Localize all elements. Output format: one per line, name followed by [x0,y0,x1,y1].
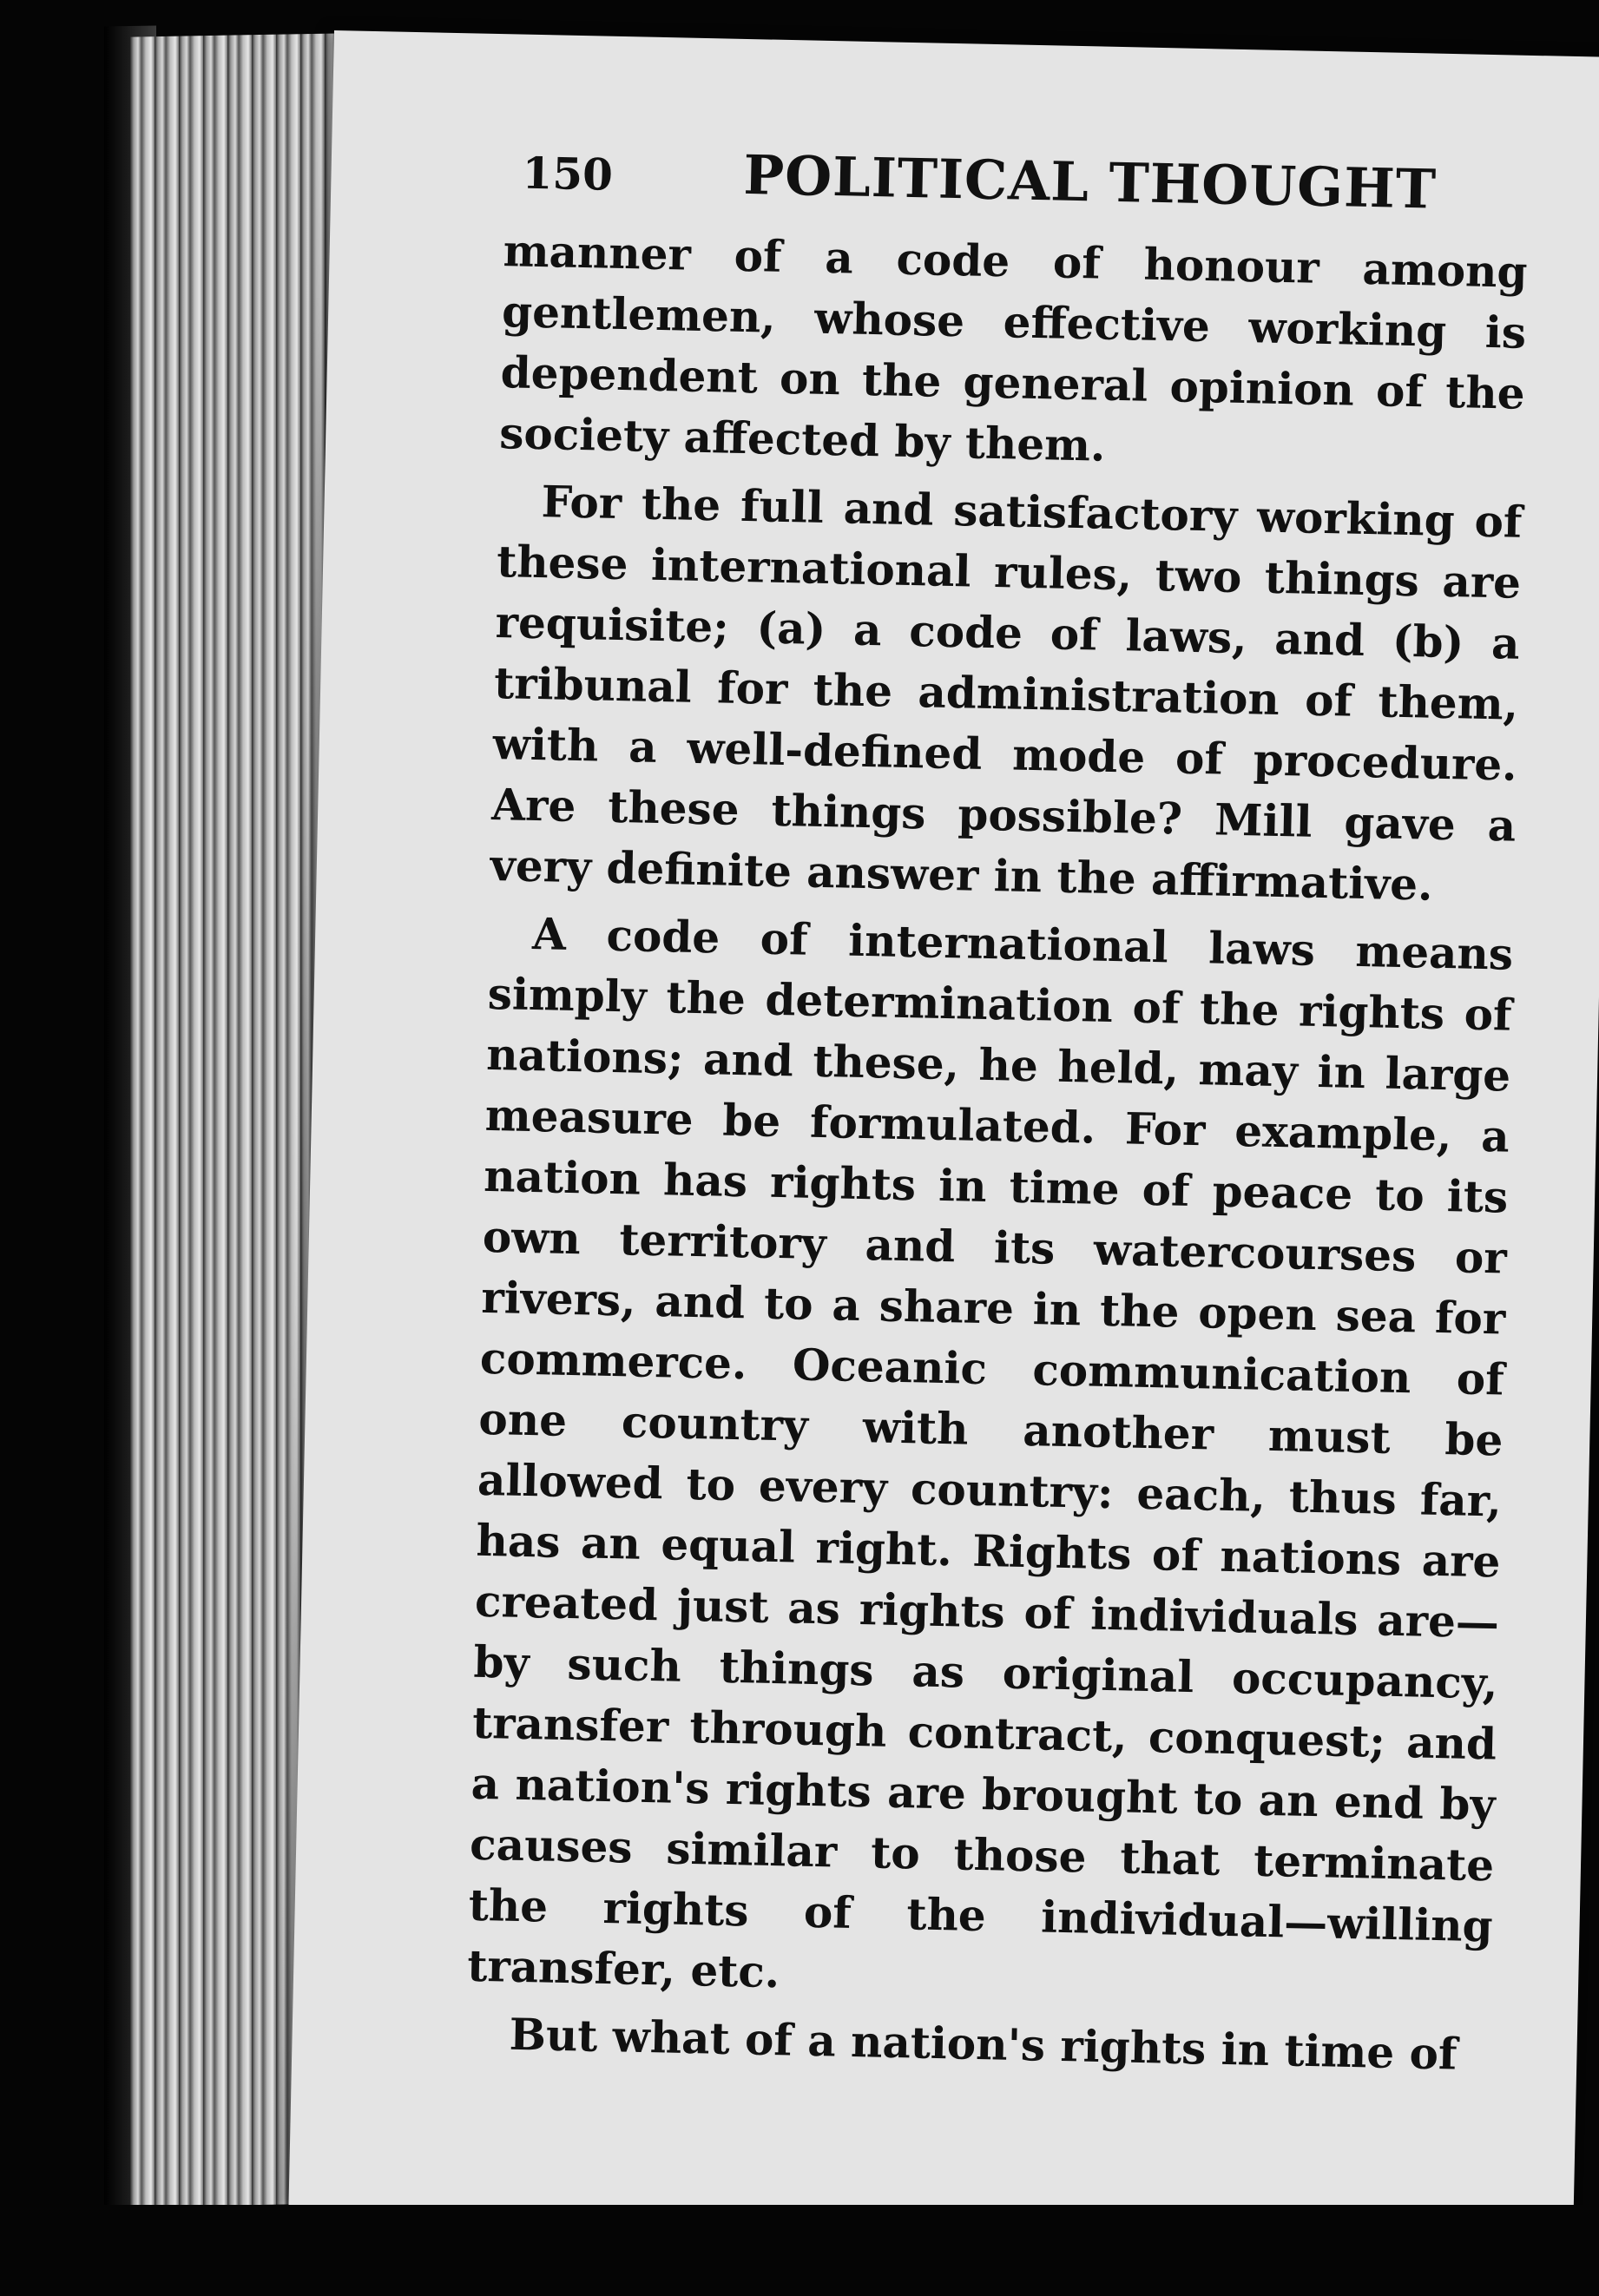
book-page [288,30,1599,2235]
paragraph-continuation: manner of a code of honour among gentlemen, whose effective working is dependent on the general opinion of the society affected by them. [498,225,1529,471]
running-title: POLITICAL THOUGHT [742,142,1438,221]
paragraph: A code of international laws means simply the determination of the rights of nations; and these, he held, may in large measure be formulated. For example, a nation has rights in time of peace to its own territory and its watercourses or rivers, and to a share in the open sea for commerce. Oceanic communication of one country with another must be allowed to every country: each, thus far, has an equal right. Rights of nations are created just as rights of individuals are—by such things as original occupancy, transfer through contract, conquest; and a nation's rights are brought to an end by causes similar to those that terminate the rights of the individual—willing transfer, etc. [466,908,1514,1998]
scan-bottom-margin [0,2205,1599,2296]
body-text [465,220,1528,2092]
paragraph: For the full and satisfactory working of these international rules, two things are requisite; (a) a code of laws, and (b) a tribunal for the administration of them, with a well-defined mode of procedure. Are these things possible? Mill gave a very definite answer in the affirmative. [490,476,1523,911]
page-number: 150 [521,147,614,201]
paragraph: But what of a nation's rights in time of [509,2008,1458,2080]
running-head [522,139,1477,228]
